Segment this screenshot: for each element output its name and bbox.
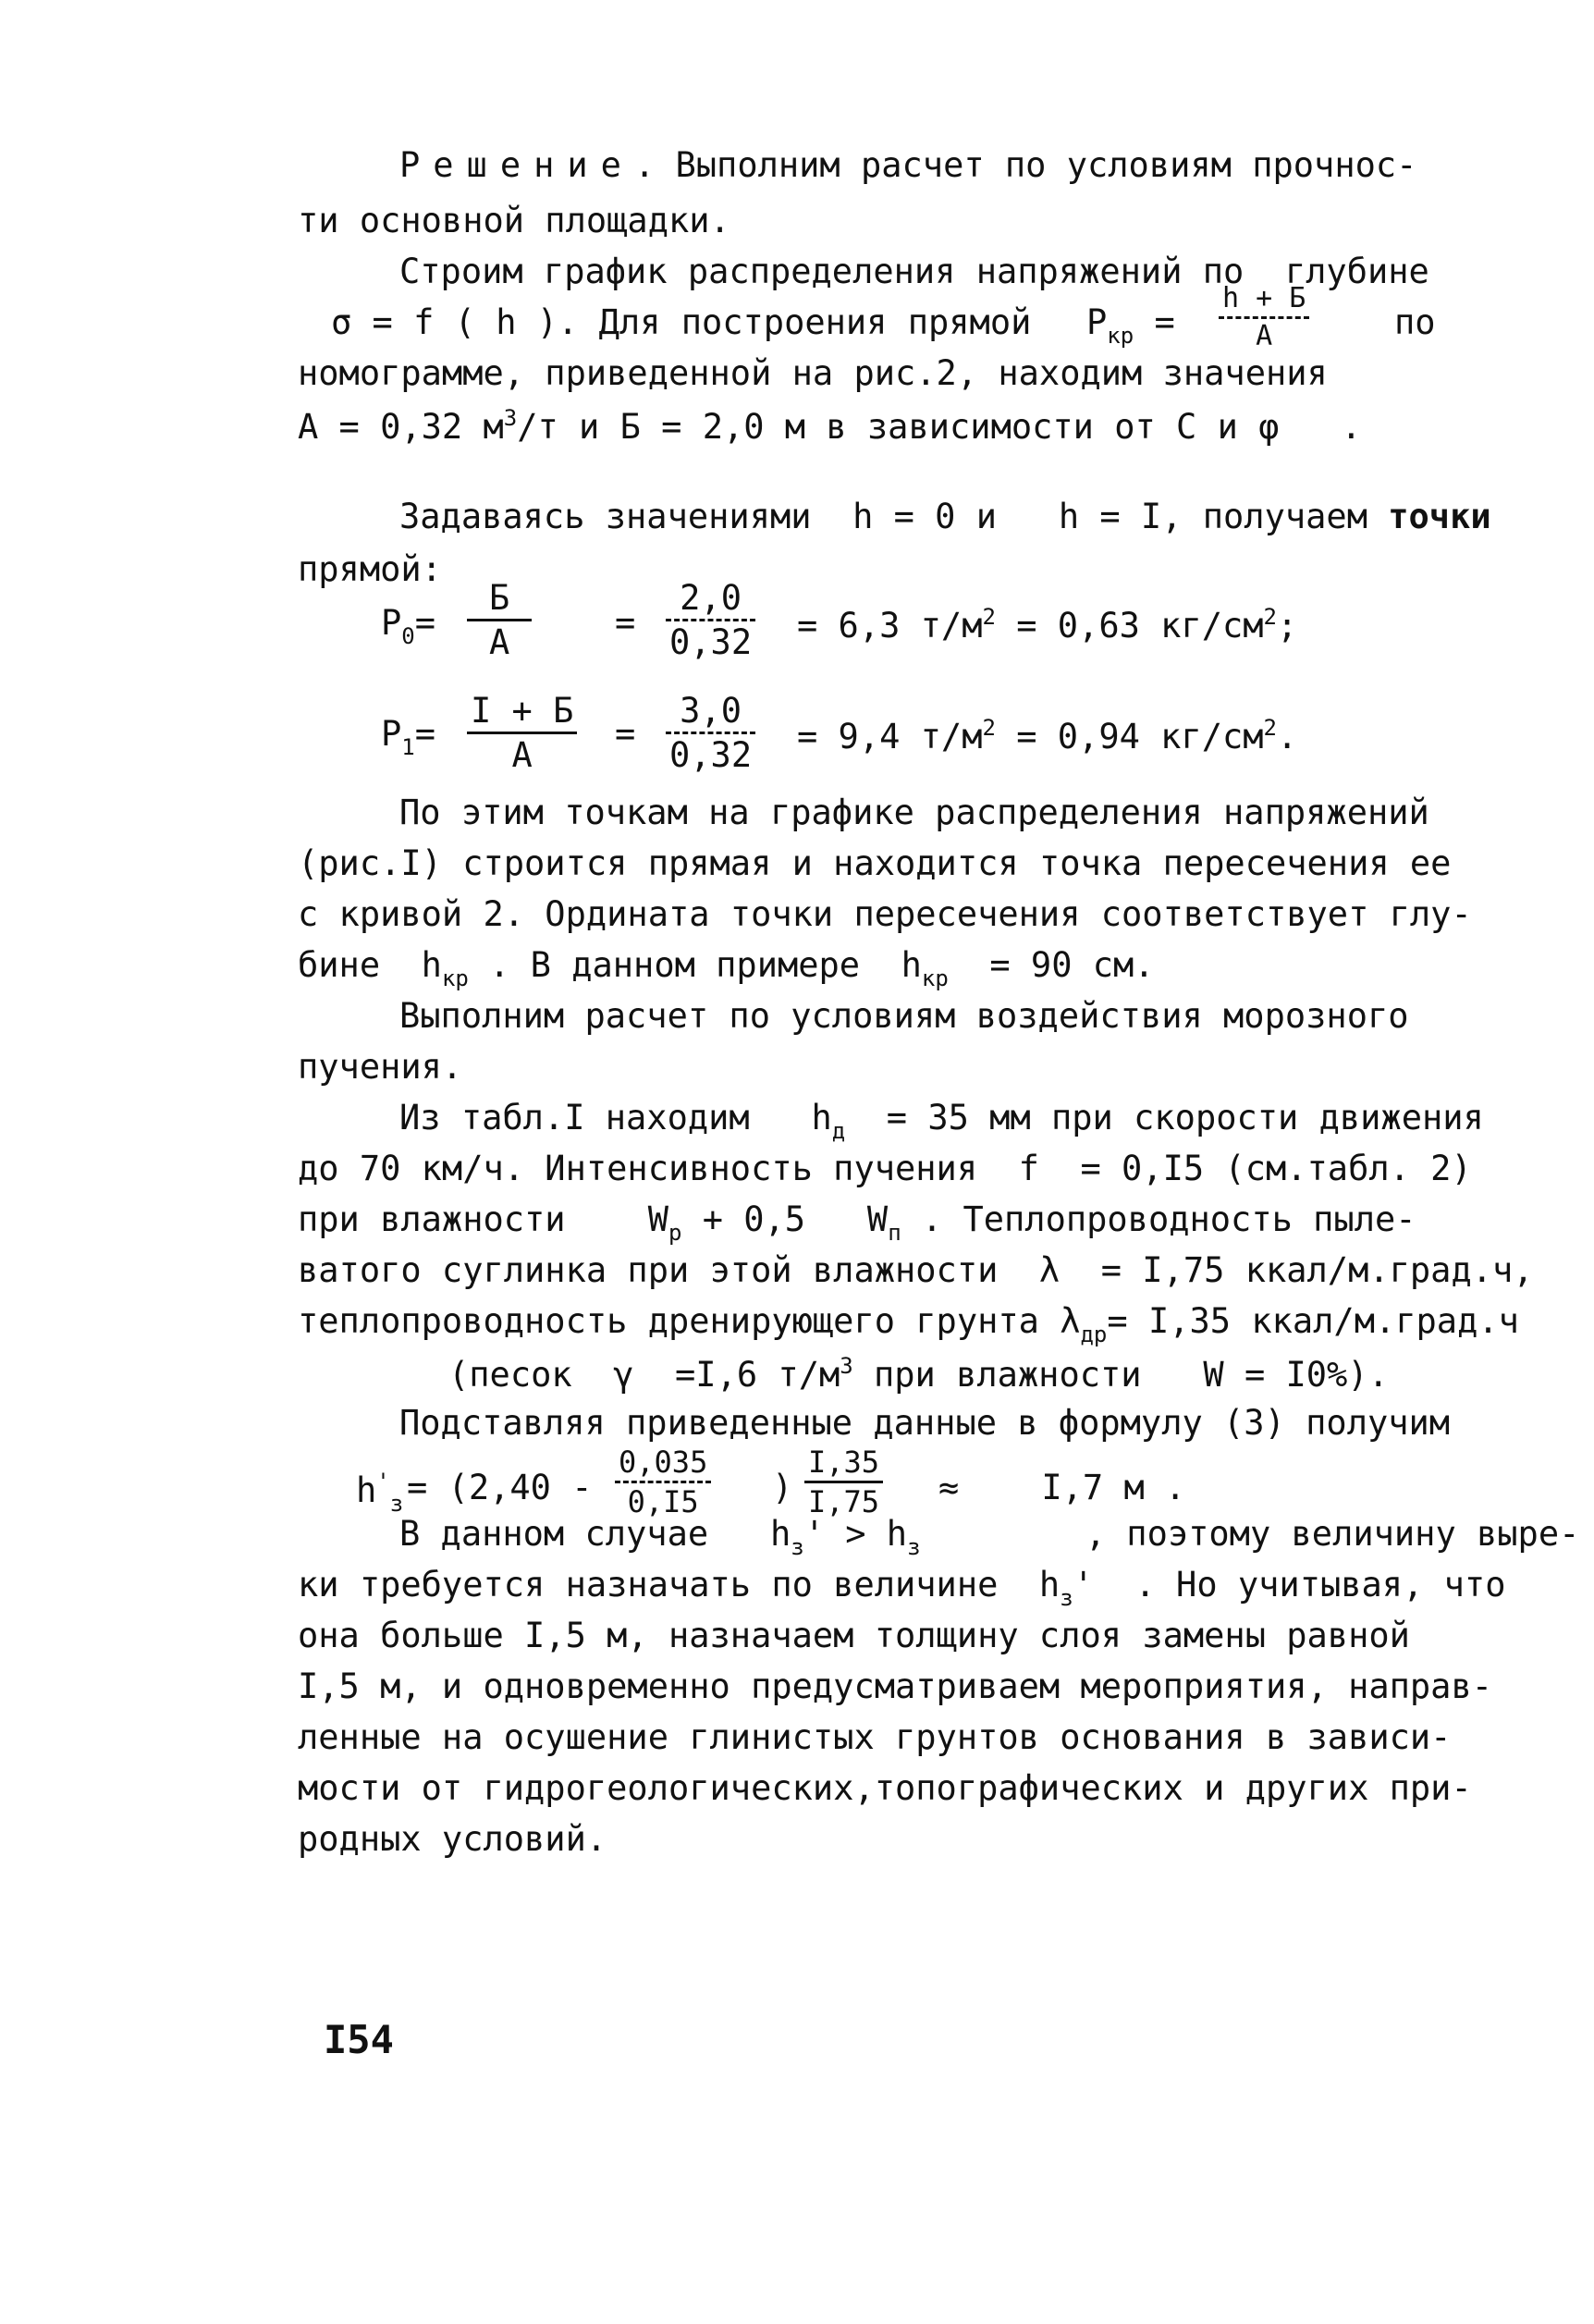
hz-fraction-1: $\frac{0,035}{0,I5}$ [615,1447,711,1517]
points-line-2: прямой: [298,549,442,589]
conclusion-line-5: ленные на осушение глинистых грунтов основания в зависи- [298,1717,1452,1757]
page-number: I54 [324,2017,394,2062]
points-line-1: Задаваясь значениями h = 0 и h = I, получаем точки [399,497,1491,536]
p1-fraction-2: $\frac{3,0}{0,32}$ [666,694,755,772]
p0-fraction: Б A [467,581,532,659]
table-line-3: при влажности $W_p + 0,5$ $W_п$ . Теплопроводность пыле- [298,1199,1416,1246]
intersection-line-3: с кривой 2. Ордината точки пересечения соответствует глу- [298,894,1472,934]
hz-eq-a: = (2,40 - [407,1468,593,1507]
pkr-symbol: $P_{кр}$ = [1086,302,1175,349]
graph-line-4: A = 0,32 $м^3/т$ и Б = 2,0 м в зависимости от С и φ . [298,405,1362,447]
table-line-5: теплопроводность дренирующего грунта $\lambda_{др}= I,35$ ккал/м.град.ч [298,1301,1519,1347]
hz-fraction-2: $\frac{I,35}{I,75}$ [804,1447,883,1517]
intersection-line-2: (рис.I) строится прямая и находится точка пересечения ее [298,843,1452,883]
hz-eq-b: ) [772,1468,793,1507]
solution-label: Решение [399,145,634,185]
graph-line-2b: по [1394,302,1436,342]
p0-lhs: $P_0=$ [381,603,436,649]
conclusion-line-3: она больше I,5 м, назначаем толщину слоя замены равной [298,1616,1410,1655]
conclusion-line-7: родных условий. [298,1819,607,1859]
conclusion-line-2: ки требуется назначать по величине $h_з'$ . Но учитывая, что [298,1565,1506,1611]
hz-eq-c: ≈ I,7 м . [938,1468,1186,1507]
p1-eq2: = [615,714,636,754]
solution-line-1 [399,145,1417,185]
p0-eq2: = [615,603,636,643]
table-line-2: до 70 км/ч. Интенсивность пучения f = 0,I5 (см.табл. 2) [298,1149,1472,1188]
graph-line-1: Строим график распределения напряжений по глубине [399,252,1429,291]
table-line-4: ватого суглинка при этой влажности λ = I,75 ккал/м.град.ч, [298,1250,1534,1290]
solution-line-2: ти основной площадки. [298,201,730,240]
p1-fraction: I + Б A [467,694,577,772]
solution-text-1: . Выполним расчет по условиям прочнос- [633,145,1417,185]
p0-rhs: = 6,3 $т/м^2 = 0,63$ $кг/см^2$; [797,604,1298,646]
frost-line-2: пучения. [298,1047,463,1087]
graph-line-2a: σ = f ( h ). Для построения прямой [331,302,1032,342]
table-line-1: Из табл.I находим $h_д = 35$ мм при скорости движения [399,1098,1484,1144]
hz-symbol: $h'_з$ [356,1469,404,1517]
frost-line-1: Выполним расчет по условиям воздействия морозного [399,996,1409,1036]
conclusion-line-1: В данном случае $h_з' > h_з$ , поэтому величину выре- [399,1514,1580,1560]
intersection-line-1: По этим точкам на графике распределения напряжений [399,793,1429,832]
conclusion-line-6: мости от гидрогеологических,топографических и других при- [298,1768,1472,1808]
p1-rhs: = 9,4 $т/м^2 = 0,94$ $кг/см^2$. [797,715,1298,756]
table-line-6: (песок γ =I,6 $т/м^3$ при влажности W = I0%). [448,1353,1389,1395]
graph-line-3: номограмме, приведенной на рис.2, находим значения [298,353,1328,393]
formula-intro-line: Подставляя приведенные данные в формулу (3) получим [399,1403,1451,1443]
p0-fraction-2: $\frac{2,0}{0,32}$ [666,581,755,659]
conclusion-line-4: I,5 м, и одновременно предусматриваем мероприятия, направ- [298,1666,1493,1706]
intersection-line-4: бине $h_{кр}$ . В данном примере $h_{кр} = 90$ см. [298,945,1155,991]
pkr-fraction: h + Б A [1219,285,1309,350]
p1-lhs: $P_1=$ [381,714,436,760]
